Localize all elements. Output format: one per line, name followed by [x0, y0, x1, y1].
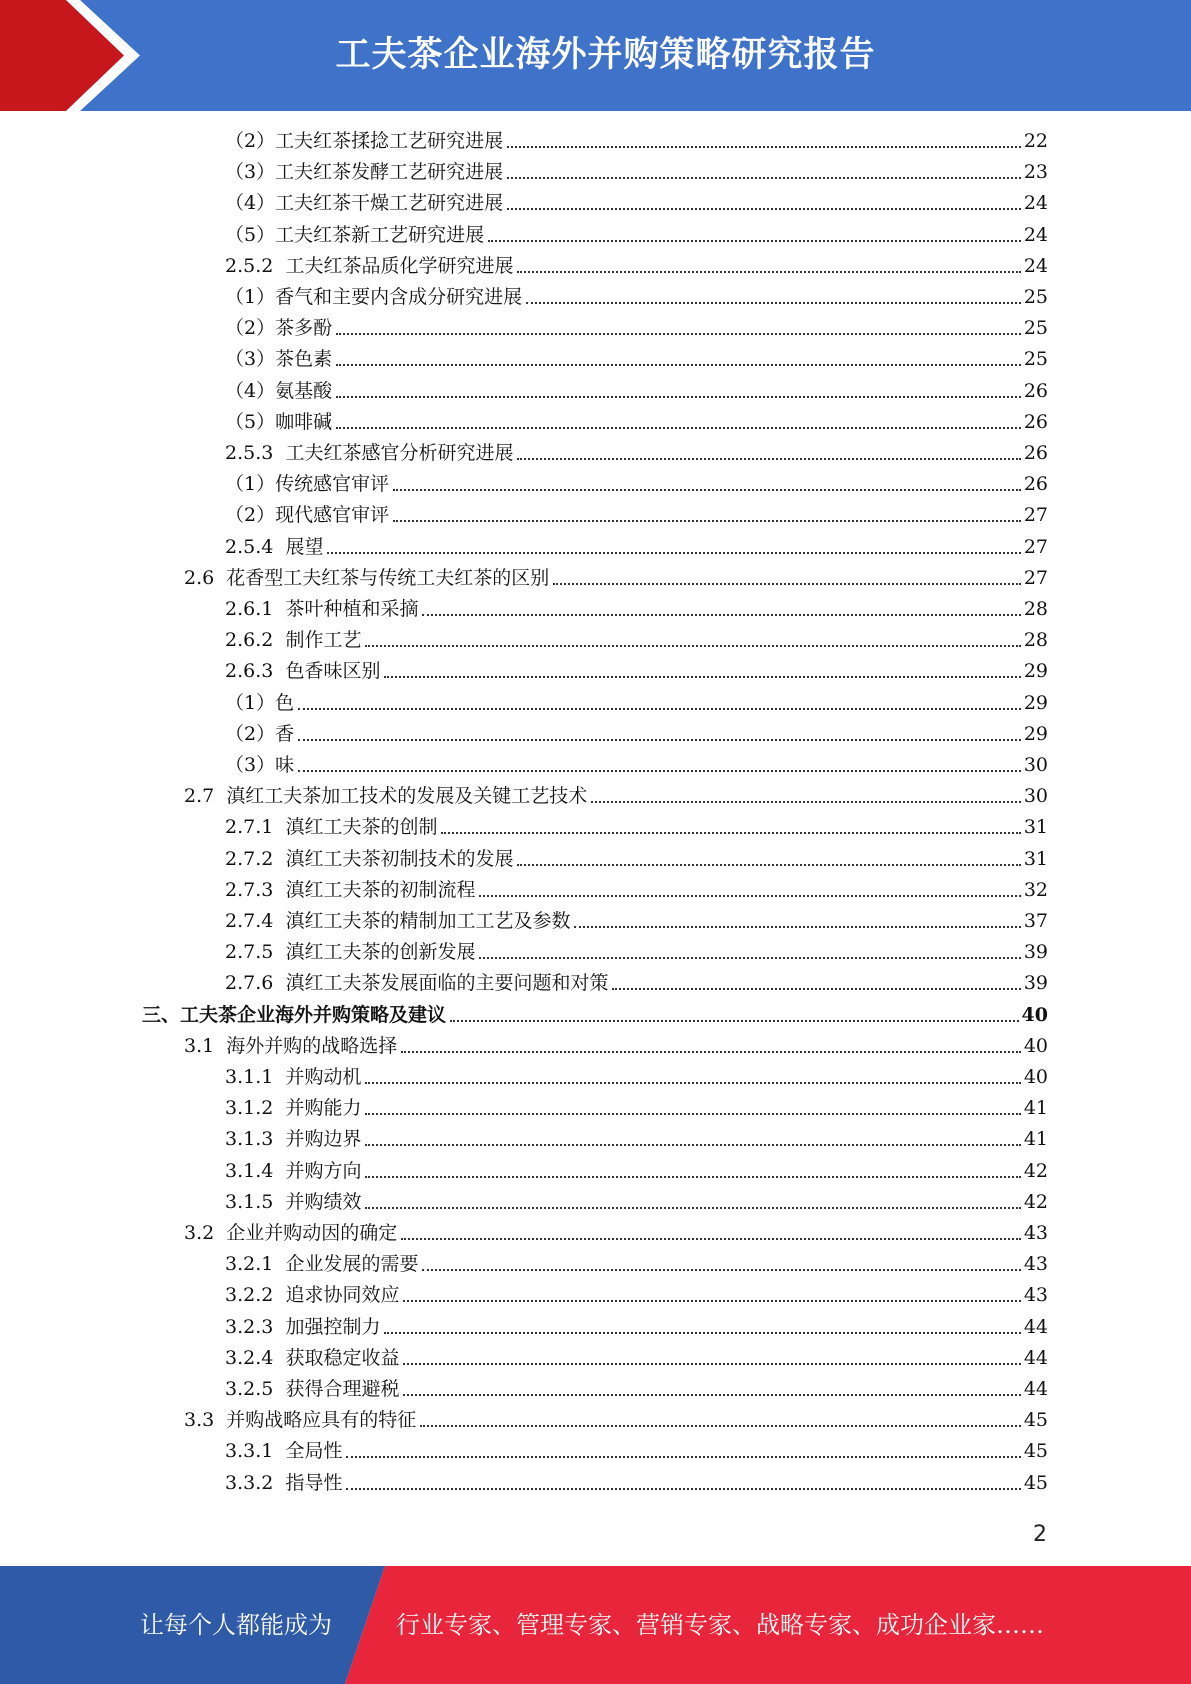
toc-entry-title: 工夫红茶发酵工艺研究进展 — [275, 161, 504, 184]
page-number: 2 — [1033, 1522, 1047, 1547]
toc-entry[interactable] — [225, 1156, 1048, 1187]
toc-entry-number: （1） — [225, 286, 276, 308]
toc-entry-title: 茶叶种植和采摘 — [285, 598, 419, 620]
toc-entry[interactable] — [225, 313, 1048, 344]
toc-entry-number: 3.3.1 — [225, 1440, 286, 1463]
toc-dot-leader — [479, 895, 1020, 897]
toc-entry-title: 全局性 — [285, 1440, 343, 1463]
toc-entry-title: 香 — [275, 722, 295, 745]
toc-entry-page: 23 — [1023, 161, 1048, 184]
toc-entry-title: 香气和主要内含成分研究进展 — [275, 286, 523, 308]
toc-entry-page: 37 — [1023, 910, 1048, 932]
toc-entry-title: 滇红工夫茶的创制 — [285, 816, 438, 839]
toc-entry-number: 3.2.4 — [225, 1346, 286, 1369]
toc-dot-leader — [507, 208, 1021, 210]
toc-dot-leader — [479, 957, 1020, 959]
toc-entry-title: 获取稳定收益 — [285, 1346, 400, 1369]
toc-entry-number: （4） — [225, 192, 276, 215]
toc-entry-title: 并购方向 — [285, 1159, 362, 1182]
toc-entry-title: 并购绩效 — [285, 1190, 362, 1213]
toc-dot-leader — [298, 708, 1021, 710]
toc-entry-page: 26 — [1023, 379, 1048, 402]
toc-entry-page: 24 — [1023, 192, 1048, 215]
page-header — [0, 0, 1191, 111]
toc-entry[interactable] — [225, 750, 1048, 781]
toc-dot-leader — [517, 458, 1020, 460]
toc-entry-title: 企业并购动因的确定 — [226, 1222, 398, 1244]
toc-entry[interactable] — [225, 469, 1048, 500]
toc-entry-title: 追求协同效应 — [285, 1284, 400, 1307]
toc-entry-title: 指导性 — [285, 1471, 343, 1494]
toc-entry[interactable] — [225, 157, 1048, 188]
header-title: 工夫茶企业海外并购策略研究报告 — [335, 35, 876, 75]
toc-dot-leader — [346, 1488, 1020, 1490]
toc-dot-leader — [365, 1144, 1020, 1146]
toc-entry[interactable] — [225, 844, 1048, 875]
toc-entry-number: 3.1.3 — [225, 1128, 286, 1151]
toc-entry-title: 并购动机 — [285, 1066, 362, 1088]
toc-dot-leader — [403, 1300, 1020, 1302]
toc-entry-title: 味 — [275, 754, 295, 776]
page-footer — [0, 1566, 1191, 1684]
toc-entry-number: 3.3 — [184, 1409, 227, 1432]
toc-entry-number: 2.6 — [184, 566, 227, 589]
toc-entry-number: 2.6.3 — [225, 660, 286, 683]
toc-entry-title: 茶色素 — [275, 348, 333, 371]
toc-entry-number: 三、 — [142, 1003, 181, 1026]
toc-dot-leader — [384, 676, 1020, 678]
toc-entry-title: 现代感官审评 — [275, 504, 390, 527]
toc-entry[interactable] — [225, 1093, 1048, 1124]
toc-entry[interactable] — [225, 1062, 1048, 1093]
toc-entry[interactable] — [225, 438, 1048, 469]
toc-entry[interactable] — [225, 812, 1048, 843]
toc-entry[interactable] — [184, 1031, 1048, 1062]
toc-entry-page: 25 — [1023, 317, 1048, 340]
toc-dot-leader — [298, 739, 1021, 741]
toc-entry-title: 制作工艺 — [285, 629, 362, 652]
toc-entry-page: 41 — [1023, 1128, 1048, 1151]
toc-entry-page: 40 — [1021, 1003, 1048, 1026]
toc-entry-page: 28 — [1023, 629, 1048, 652]
toc-entry-page: 42 — [1023, 1190, 1048, 1213]
toc-entry-title: 获得合理避税 — [285, 1378, 400, 1400]
toc-entry-title: 并购边界 — [285, 1128, 362, 1151]
toc-entry-page: 24 — [1023, 223, 1048, 246]
toc-entry[interactable] — [225, 407, 1048, 438]
toc-entry-number: 2.5.3 — [225, 442, 286, 464]
toc-entry[interactable] — [225, 1374, 1048, 1405]
toc-entry-page: 43 — [1023, 1253, 1048, 1276]
toc-entry-page: 26 — [1023, 442, 1048, 464]
toc-entry-title: 茶多酚 — [275, 317, 333, 340]
toc-entry-page: 39 — [1023, 972, 1048, 995]
toc-entry-page: 22 — [1023, 130, 1048, 152]
toc-dot-leader — [450, 1020, 1019, 1022]
toc-entry-page: 45 — [1023, 1440, 1048, 1463]
toc-entry[interactable] — [225, 1312, 1048, 1343]
toc-entry-number: （2） — [225, 317, 276, 340]
toc-entry[interactable] — [225, 282, 1048, 313]
toc-entry-number: （4） — [225, 379, 276, 402]
toc-entry-title: 花香型工夫红茶与传统工夫红茶的区别 — [226, 566, 550, 589]
toc-dot-leader — [336, 427, 1021, 429]
toc-entry-page: 29 — [1023, 722, 1048, 745]
toc-dot-leader — [336, 364, 1021, 366]
toc-entry-number: 3.2 — [184, 1222, 227, 1244]
toc-entry-page: 43 — [1023, 1222, 1048, 1244]
toc-entry[interactable] — [142, 1000, 1048, 1031]
toc-dot-leader — [365, 1207, 1020, 1209]
toc-entry-page: 44 — [1023, 1346, 1048, 1369]
toc-entry-number: 3.1.2 — [225, 1097, 286, 1120]
toc-entry-number: （1） — [225, 473, 276, 496]
toc-entry-page: 28 — [1023, 598, 1048, 620]
toc-dot-leader — [384, 1332, 1020, 1334]
toc-dot-leader — [422, 614, 1020, 616]
toc-entry-title: 工夫红茶干燥工艺研究进展 — [275, 192, 504, 215]
toc-entry-title: 滇红工夫茶的精制加工工艺及参数 — [285, 910, 571, 932]
toc-entry[interactable] — [225, 594, 1048, 625]
toc-dot-leader — [365, 1113, 1020, 1115]
toc-entry[interactable] — [225, 126, 1048, 157]
toc-dot-leader — [401, 1051, 1021, 1053]
toc-entry-title: 工夫红茶新工艺研究进展 — [275, 223, 485, 246]
toc-entry[interactable] — [225, 500, 1048, 531]
toc-entry-page: 32 — [1023, 878, 1048, 901]
toc-entry-number: 2.5.4 — [225, 535, 286, 558]
toc-dot-leader — [336, 333, 1021, 335]
toc-entry-number: （3） — [225, 348, 276, 371]
toc-entry-title: 滇红工夫茶初制技术的发展 — [285, 847, 514, 870]
toc-dot-leader — [336, 396, 1021, 398]
toc-entry-number: （3） — [225, 754, 276, 776]
toc-entry-number: 2.7.5 — [225, 941, 286, 964]
toc-dot-leader — [403, 1394, 1020, 1396]
toc-entry-number: 2.6.2 — [225, 629, 286, 652]
toc-dot-leader — [574, 926, 1020, 928]
toc-entry[interactable] — [225, 1468, 1048, 1499]
toc-entry-title: 滇红工夫茶发展面临的主要问题和对策 — [285, 972, 609, 995]
toc-dot-leader — [507, 146, 1021, 148]
toc-dot-leader — [422, 1269, 1020, 1271]
toc-entry-title: 滇红工夫茶加工技术的发展及关键工艺技术 — [226, 785, 588, 808]
toc-entry-page: 42 — [1023, 1159, 1048, 1182]
toc-entry-number: 3.1.4 — [225, 1159, 286, 1182]
footer-slogan-left: 让每个人都能成为 — [140, 1611, 332, 1639]
toc-entry[interactable] — [225, 220, 1048, 251]
toc-entry-title: 色 — [275, 691, 295, 714]
toc-entry[interactable] — [184, 1405, 1048, 1436]
toc-dot-leader — [612, 988, 1020, 990]
toc-entry[interactable] — [225, 1249, 1048, 1280]
toc-dot-leader — [365, 1082, 1020, 1084]
toc-entry[interactable] — [225, 875, 1048, 906]
toc-dot-leader — [517, 864, 1020, 866]
toc-entry[interactable] — [225, 532, 1048, 563]
toc-entry-number: （2） — [225, 504, 276, 527]
toc-entry-page: 44 — [1023, 1315, 1048, 1338]
toc-entry-number: 2.6.1 — [225, 598, 286, 620]
toc-entry-title: 工夫红茶感官分析研究进展 — [285, 442, 514, 464]
toc-entry[interactable] — [225, 344, 1048, 375]
toc-entry[interactable] — [225, 625, 1048, 656]
toc-entry-page: 27 — [1023, 566, 1048, 589]
toc-entry-number: 3.1 — [184, 1034, 227, 1057]
toc-dot-leader — [298, 770, 1021, 772]
toc-entry-title: 滇红工夫茶的初制流程 — [285, 878, 476, 901]
toc-entry-number: 2.7 — [184, 785, 227, 808]
toc-entry-title: 色香味区别 — [285, 660, 381, 683]
toc-entry-page: 30 — [1023, 754, 1048, 776]
toc-dot-leader — [553, 583, 1021, 585]
toc-entry[interactable] — [225, 1343, 1048, 1374]
toc-dot-leader — [507, 177, 1021, 179]
toc-entry-number: 3.2.2 — [225, 1284, 286, 1307]
toc-entry-title: 加强控制力 — [285, 1315, 381, 1338]
toc-dot-leader — [441, 832, 1020, 834]
toc-entry-number: 2.7.4 — [225, 910, 286, 932]
toc-entry-title: 企业发展的需要 — [285, 1253, 419, 1276]
toc-entry[interactable] — [225, 1436, 1048, 1467]
toc-entry-title: 工夫红茶揉捻工艺研究进展 — [275, 130, 504, 152]
toc-entry-page: 26 — [1023, 410, 1048, 433]
toc-entry-page: 40 — [1023, 1066, 1048, 1088]
toc-dot-leader — [488, 240, 1021, 242]
toc-dot-leader — [393, 489, 1021, 491]
toc-entry[interactable] — [225, 719, 1048, 750]
toc-entry-number: （3） — [225, 161, 276, 184]
toc-entry-page: 27 — [1023, 535, 1048, 558]
toc-entry-page: 31 — [1023, 816, 1048, 839]
toc-entry[interactable] — [225, 376, 1048, 407]
toc-entry-page: 24 — [1023, 254, 1048, 277]
toc-dot-leader — [327, 552, 1020, 554]
toc-entry-page: 29 — [1023, 660, 1048, 683]
toc-entry[interactable] — [225, 188, 1048, 219]
toc-entry-page: 31 — [1023, 847, 1048, 870]
toc-dot-leader — [365, 1176, 1020, 1178]
toc-entry[interactable] — [225, 906, 1048, 937]
toc-dot-leader — [591, 801, 1021, 803]
toc-entry-page: 45 — [1023, 1471, 1048, 1494]
toc-entry[interactable] — [225, 1187, 1048, 1218]
toc-entry[interactable] — [225, 1124, 1048, 1155]
toc-entry-page: 25 — [1023, 348, 1048, 371]
toc-entry[interactable] — [184, 781, 1048, 812]
toc-entry[interactable] — [225, 1280, 1048, 1311]
toc-entry-title: 并购战略应具有的特征 — [226, 1409, 417, 1432]
toc-entry-number: 3.2.3 — [225, 1315, 286, 1338]
toc-entry[interactable] — [184, 563, 1048, 594]
toc-entry-number: 3.3.2 — [225, 1471, 286, 1494]
toc-entry-number: 2.7.2 — [225, 847, 286, 870]
toc-entry-page: 43 — [1023, 1284, 1048, 1307]
toc-entry-page: 25 — [1023, 286, 1048, 308]
toc-entry-page: 45 — [1023, 1409, 1048, 1432]
toc-entry-page: 30 — [1023, 785, 1048, 808]
toc-entry[interactable] — [184, 1218, 1048, 1249]
toc-entry[interactable] — [225, 688, 1048, 719]
toc-entry-number: （2） — [225, 722, 276, 745]
toc-entry-number: 2.7.1 — [225, 816, 286, 839]
toc-entry-page: 39 — [1023, 941, 1048, 964]
toc-entry-number: 3.2.5 — [225, 1378, 286, 1400]
toc-entry[interactable] — [225, 656, 1048, 687]
toc-entry-number: 3.1.5 — [225, 1190, 286, 1213]
toc-entry-page: 26 — [1023, 473, 1048, 496]
toc-entry-page: 40 — [1023, 1034, 1048, 1057]
toc-entry-title: 传统感官审评 — [275, 473, 390, 496]
toc-entry-title: 工夫红茶品质化学研究进展 — [285, 254, 514, 277]
toc-entry[interactable] — [225, 968, 1048, 999]
toc-entry-number: 3.2.1 — [225, 1253, 286, 1276]
toc-dot-leader — [346, 1456, 1020, 1458]
toc-entry-page: 29 — [1023, 691, 1048, 714]
toc-entry-title: 滇红工夫茶的创新发展 — [285, 941, 476, 964]
toc-entry-page: 27 — [1023, 504, 1048, 527]
toc-entry-number: （2） — [225, 130, 276, 152]
toc-entry-title: 并购能力 — [285, 1097, 362, 1120]
toc-entry[interactable] — [225, 251, 1048, 282]
toc-entry[interactable] — [225, 937, 1048, 968]
toc-dot-leader — [401, 1238, 1021, 1240]
toc-entry-number: 2.5.2 — [225, 254, 286, 277]
toc-dot-leader — [403, 1363, 1020, 1365]
toc-entry-title: 工夫茶企业海外并购策略及建议 — [180, 1003, 447, 1026]
toc-dot-leader — [526, 302, 1021, 304]
toc-entry-number: 2.7.6 — [225, 972, 286, 995]
toc-entry-title: 氨基酸 — [275, 379, 333, 402]
toc-entry-page: 44 — [1023, 1378, 1048, 1400]
toc-dot-leader — [393, 520, 1021, 522]
toc-dot-leader — [420, 1425, 1021, 1427]
toc-entry-number: （5） — [225, 410, 276, 433]
toc-entry-number: 2.7.3 — [225, 878, 286, 901]
toc-dot-leader — [365, 645, 1020, 647]
toc-entry-number: 3.1.1 — [225, 1066, 286, 1088]
footer-slogan-right: 行业专家、管理专家、营销专家、战略专家、成功企业家…… — [396, 1611, 1044, 1639]
toc-entry-title: 咖啡碱 — [275, 410, 333, 433]
toc-entry-number: （5） — [225, 223, 276, 246]
toc-dot-leader — [517, 271, 1020, 273]
toc-entry-page: 41 — [1023, 1097, 1048, 1120]
toc-entry-title: 展望 — [285, 535, 324, 558]
toc-entry-number: （1） — [225, 691, 276, 714]
toc-entry-title: 海外并购的战略选择 — [226, 1034, 398, 1057]
